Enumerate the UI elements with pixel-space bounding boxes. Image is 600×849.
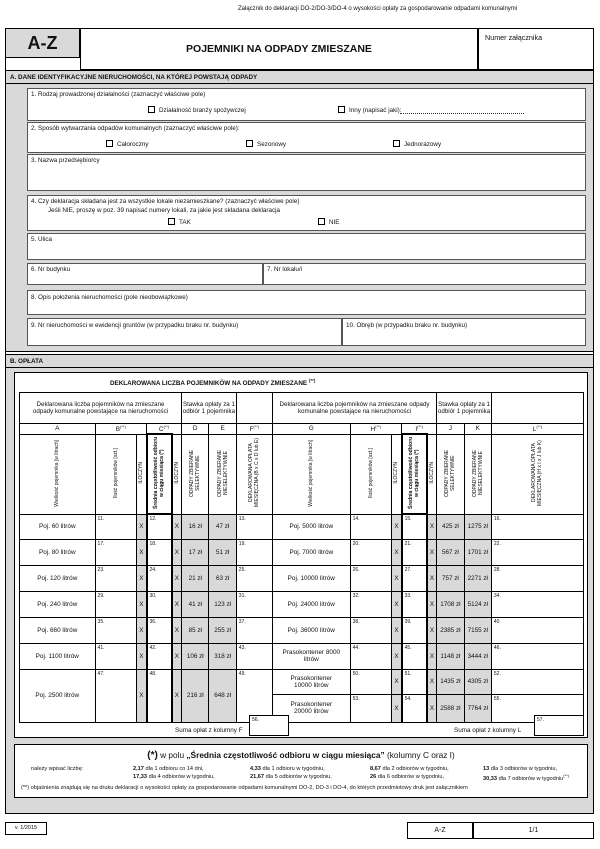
container-size-right: Poj. 10000 litrów: [272, 565, 350, 591]
rate-nonselective-right: 1701 zł: [464, 539, 491, 565]
col-letter-e: E: [209, 424, 236, 435]
multiply-sign: X: [427, 591, 437, 617]
frequency-field-right[interactable]: 33.: [402, 591, 427, 617]
vh-nonselective-left: ODPADY ZBIERANE NIESELEKTYWNIE: [216, 449, 229, 497]
attachment-number-field[interactable]: [478, 28, 594, 70]
count-field-right[interactable]: 26.: [350, 565, 392, 591]
field-business-type: [27, 88, 586, 121]
count-field-left[interactable]: 17.: [95, 539, 137, 565]
rate-nonselective-right: 1275 zł: [464, 514, 491, 539]
count-field-left[interactable]: 35.: [95, 617, 137, 643]
form-code: A-Z: [27, 33, 58, 53]
footnote-item: 21,67 dla 5 odbiorów w tygodniu,: [250, 774, 332, 780]
multiply-sign: X: [392, 669, 402, 694]
footnote-item: 13 dla 3 odbiorów w tygodniu,: [483, 766, 558, 772]
field-6-label: 6. Nr budynku: [31, 266, 71, 273]
monthly-fee-left[interactable]: 13.: [236, 514, 272, 539]
multiply-sign: X: [392, 514, 402, 539]
field-land-register-number[interactable]: [27, 318, 342, 346]
rate-selective-left: 21 zł: [182, 565, 209, 591]
vertical-headers-row: [20, 434, 584, 514]
multiply-sign: X: [137, 643, 147, 669]
option-no[interactable]: NIE: [318, 218, 340, 226]
checkbox-seasonal[interactable]: [246, 140, 253, 147]
vh-selective-right: ODPADY ZBIERANE SELEKTYWNIE: [444, 449, 457, 497]
multiply-sign: X: [172, 514, 182, 539]
field-precinct[interactable]: [342, 318, 586, 346]
multiply-sign: X: [392, 617, 402, 643]
multiply-sign: X: [172, 539, 182, 565]
frequency-field-right[interactable]: 21.: [402, 539, 427, 565]
rate-selective-right: 1148 zł: [437, 643, 464, 669]
field-premises-number[interactable]: [263, 263, 586, 285]
rate-selective-left: 16 zł: [182, 514, 209, 539]
rate-selective-right: 1435 zł: [437, 669, 464, 694]
monthly-fee-right[interactable]: 28.: [491, 565, 583, 591]
option-other-business[interactable]: Inny (napisać jaki):: [338, 106, 402, 114]
section-a-heading: A. DANE IDENTYFIKACYJNE NIERUCHOMOŚCI, NA KTÓREJ POWSTAJĄ ODPADY: [5, 70, 594, 84]
field-waste-generation: [27, 122, 586, 153]
option-yes[interactable]: TAK: [168, 218, 191, 226]
rate-nonselective-left: 51 zł: [209, 539, 236, 565]
frequency-field-right[interactable]: 39.: [402, 617, 427, 643]
rate-nonselective-right: 4305 zł: [464, 669, 491, 694]
container-size-left: Poj. 240 litrów: [20, 591, 96, 617]
multiply-sign: X: [172, 591, 182, 617]
field-9-label: 9. Nr nieruchomości w ewidencji gruntów (w przypadku braku nr. budynku): [31, 322, 239, 329]
col-letter-a: A: [20, 424, 96, 435]
table-row: [20, 539, 584, 565]
container-size-right: Poj. 24000 litrów: [272, 591, 350, 617]
count-field-left[interactable]: 47.: [95, 669, 137, 722]
rate-selective-right: 425 zł: [437, 514, 464, 539]
col-letter-l: L(**): [491, 424, 583, 435]
count-field-right[interactable]: 44.: [350, 643, 392, 669]
version-box: v. 1/2015: [5, 822, 47, 835]
multiply-sign: X: [137, 617, 147, 643]
frequency-field-left[interactable]: 12.: [147, 514, 172, 539]
field-4-note: Jeśli NIE, proszę w poz. 39 napisać numery lokali, za jakie jest składana deklaracja: [48, 207, 281, 214]
container-size-right: Prasokontener 20000 litrów: [272, 694, 350, 722]
multiply-sign: X: [427, 617, 437, 643]
multiply-sign: X: [427, 643, 437, 669]
multiply-sign: X: [427, 694, 437, 722]
option-seasonal[interactable]: Sezonowy: [246, 140, 286, 148]
container-size-right: Poj. 5000 litrów: [272, 514, 350, 539]
frequency-field-left[interactable]: 30.: [147, 591, 172, 617]
rate-selective-left: 17 zł: [182, 539, 209, 565]
multiply-sign: X: [137, 591, 147, 617]
table-row: [20, 669, 584, 694]
field-street[interactable]: [27, 233, 586, 260]
col-letter-i: I(**): [402, 424, 437, 435]
vh-iloczyn-right-2: ILOCZYN: [428, 462, 435, 484]
option-one-time[interactable]: Jednorazowy: [393, 140, 441, 148]
rate-nonselective-right: 7155 zł: [464, 617, 491, 643]
attachment-number-label: Numer załącznika: [485, 33, 543, 42]
rate-nonselective-left: 63 zł: [209, 565, 236, 591]
monthly-fee-left[interactable]: 49.: [236, 669, 272, 722]
footnote-note: (**) objaśnienia znajdują się na druku deklaracji o wysokości opłaty za gospodarowanie odpadami komunalnymi DO-2, DO-3 i DO-4, do których przedmiotowy druk jest załącznikiem: [21, 785, 468, 791]
field-building-number[interactable]: [27, 263, 263, 285]
checkbox-food[interactable]: [148, 106, 155, 113]
checkbox-yes[interactable]: [168, 218, 175, 225]
right-rate-header: Stawka opłaty za 1 odbiór 1 pojemnika: [437, 393, 492, 424]
col-letter-h: H(**): [350, 424, 401, 435]
monthly-fee-left[interactable]: 43.: [236, 643, 272, 669]
multiply-sign: X: [137, 539, 147, 565]
field-location-description[interactable]: [27, 290, 586, 315]
monthly-fee-right[interactable]: 46.: [491, 643, 583, 669]
count-field-right[interactable]: 32.: [350, 591, 392, 617]
col-letter-k: K: [464, 424, 491, 435]
multiply-sign: X: [137, 669, 147, 722]
rate-selective-left: 41 zł: [182, 591, 209, 617]
monthly-fee-left[interactable]: 37.: [236, 617, 272, 643]
container-size-left: Poj. 660 litrów: [20, 617, 96, 643]
sum-l-field[interactable]: 57.: [534, 715, 584, 736]
left-group-header: Deklarowana liczba pojemników na zmieszane odpady komunalne powstające na nieruchomości: [20, 393, 182, 424]
frequency-field-right[interactable]: 51.: [402, 669, 427, 694]
section-b-heading: B. OPŁATA: [5, 354, 594, 368]
multiply-sign: X: [172, 617, 182, 643]
multiply-sign: X: [392, 694, 402, 722]
vh-count-right: Ilość pojemników [szt.]: [367, 448, 374, 499]
vh-freq-left: Średnia częstotliwość odbioru w ciągu miesiąca (*): [153, 437, 166, 510]
frequency-field-right[interactable]: 27.: [402, 565, 427, 591]
multiply-sign: X: [172, 565, 182, 591]
table-title: DEKLAROWANA LICZBA POJEMNIKÓW NA ODPADY ZMIESZANE (**): [110, 378, 316, 388]
monthly-fee-left[interactable]: 19.: [236, 539, 272, 565]
field-5-label: 5. Ulica: [31, 236, 52, 243]
field-2-label: 2. Sposób wytwarzania odpadów komunalnych (zaznaczyć właściwe pole):: [31, 125, 240, 132]
rate-nonselective-left: 648 zł: [209, 669, 236, 722]
monthly-fee-right[interactable]: 40.: [491, 617, 583, 643]
count-field-right[interactable]: 38.: [350, 617, 392, 643]
field-4-label: 4. Czy deklaracja składana jest za wszystkie lokale niezamieszkane? (zaznaczyć właściwe pole): [31, 198, 300, 205]
checkbox-one-time[interactable]: [393, 140, 400, 147]
container-size-left: Poj. 2500 litrów: [20, 669, 96, 722]
frequency-field-right[interactable]: 45.: [402, 643, 427, 669]
rate-selective-right: 567 zł: [437, 539, 464, 565]
vh-iloczyn-left-1: ILOCZYN: [138, 462, 145, 484]
multiply-sign: X: [137, 514, 147, 539]
rate-selective-left: 216 zł: [182, 669, 209, 722]
vh-iloczyn-right-1: ILOCZYN: [393, 462, 400, 484]
monthly-fee-right[interactable]: 22.: [491, 539, 583, 565]
frequency-field-left[interactable]: 42.: [147, 643, 172, 669]
vh-monthly-right: DEKLAROWANA OPŁATA MIESIĘCZNA (H x I x J lub K): [531, 440, 544, 507]
monthly-fee-right[interactable]: 16.: [491, 514, 583, 539]
rate-nonselective-left: 318 zł: [209, 643, 236, 669]
count-field-right[interactable]: 14.: [350, 514, 392, 539]
footnote-intro: należy wpisać liczbę:: [31, 766, 84, 772]
sum-l-label: Suma opłat z kolumny L: [454, 727, 522, 734]
col-letter-j: J: [437, 424, 464, 435]
option-food-business[interactable]: Działalność branży spożywczej: [148, 106, 246, 114]
option-year-round[interactable]: Całoroczny: [106, 140, 149, 148]
count-field-right[interactable]: 20.: [350, 539, 392, 565]
footnote-box: [14, 744, 588, 798]
monthly-fee-left[interactable]: 31.: [236, 591, 272, 617]
rate-selective-right: 2588 zł: [437, 694, 464, 722]
field-all-premises: [27, 195, 586, 231]
multiply-sign: X: [137, 565, 147, 591]
rate-selective-left: 106 zł: [182, 643, 209, 669]
col-letter-c: C(**): [147, 424, 182, 435]
rate-nonselective-left: 47 zł: [209, 514, 236, 539]
count-field-right[interactable]: 50.: [350, 669, 392, 694]
rate-selective-left: 85 zł: [182, 617, 209, 643]
vh-count-left: Ilość pojemników [szt.]: [112, 448, 119, 499]
other-business-input[interactable]: [400, 113, 524, 114]
frequency-field-right[interactable]: 54.: [402, 694, 427, 722]
table-row: [20, 565, 584, 591]
monthly-fee-right[interactable]: 34.: [491, 591, 583, 617]
container-size-right: Poj. 36000 litrów: [272, 617, 350, 643]
vh-selective-left: ODPADY ZBIERANE SELEKTYWNIE: [189, 449, 202, 497]
count-field-right[interactable]: 53.: [350, 694, 392, 722]
footnote-item: 26 dla 6 odbiorów w tygodniu,: [370, 774, 445, 780]
field-8-label: 8. Opis położenia nieruchomości (pole nieobowiązkowe): [31, 294, 188, 301]
sum-f-field[interactable]: 56.: [249, 715, 289, 736]
col-letter-g: G: [272, 424, 350, 435]
frequency-field-left[interactable]: 24.: [147, 565, 172, 591]
frequency-field-left[interactable]: 48.: [147, 669, 172, 722]
title-box: [80, 28, 478, 70]
multiply-sign: X: [427, 669, 437, 694]
multiply-sign: X: [172, 643, 182, 669]
top-note: Załącznik do deklaracji DO-2/DO-3/DO-4 o wysokości opłaty za gospodarowanie odpadami komunalnymi: [238, 6, 518, 12]
frequency-field-left[interactable]: 36.: [147, 617, 172, 643]
field-1-label: 1. Rodzaj prowadzonej działalności (zaznaczyć właściwe pole): [31, 91, 206, 98]
rate-nonselective-left: 255 zł: [209, 617, 236, 643]
table-row: [20, 591, 584, 617]
vh-monthly-left: DEKLAROWANA OPŁATA MIESIĘCZNA (B x C x D lub E): [248, 438, 261, 508]
table-row: [20, 617, 584, 643]
containers-table: [19, 392, 584, 723]
container-size-right: Prasokontener 8000 litrów: [272, 643, 350, 669]
count-field-left[interactable]: 29.: [95, 591, 137, 617]
multiply-sign: X: [427, 565, 437, 591]
count-field-left[interactable]: 23.: [95, 565, 137, 591]
rate-selective-right: 1708 zł: [437, 591, 464, 617]
field-3-label: 3. Nazwa przedsiębiorcy: [31, 157, 100, 164]
form-title: POJEMNIKI NA ODPADY ZMIESZANE: [186, 43, 372, 55]
field-10-label: 10. Obręb (w przypadku braku nr. budynku): [346, 322, 468, 329]
container-size-left: Poj. 1100 litrów: [20, 643, 96, 669]
rate-selective-right: 2385 zł: [437, 617, 464, 643]
col-letter-b: B(**): [95, 424, 146, 435]
table-row: [20, 643, 584, 669]
checkbox-no[interactable]: [318, 218, 325, 225]
container-size-left: Poj. 120 litrów: [20, 565, 96, 591]
rate-nonselective-left: 123 zł: [209, 591, 236, 617]
code-box: [5, 28, 80, 58]
right-group-header: Deklarowana liczba pojemników na zmieszane odpady komunalne powstające na nieruchomości: [272, 393, 436, 424]
checkbox-year-round[interactable]: [106, 140, 113, 147]
count-field-left[interactable]: 11.: [95, 514, 137, 539]
footnote-item: 17,33 dla 4 odbiorów w tygodniu,: [133, 774, 215, 780]
table-row: [20, 514, 584, 539]
monthly-fee-right[interactable]: 55.: [491, 694, 583, 722]
vh-iloczyn-left-2: ILOCZYN: [173, 462, 180, 484]
container-size-right: Prasokontener 10000 litrów: [272, 669, 350, 694]
vh-size-left: Wielkość pojemnika [w litrach]: [54, 439, 61, 507]
multiply-sign: X: [427, 539, 437, 565]
rate-nonselective-right: 5124 zł: [464, 591, 491, 617]
col-letter-d: D: [182, 424, 209, 435]
count-field-left[interactable]: 41.: [95, 643, 137, 669]
rate-nonselective-right: 3444 zł: [464, 643, 491, 669]
footnote-item: 30,33 dla 7 odbiorów w tygodniu(**): [483, 773, 570, 782]
monthly-fee-right[interactable]: 52.: [491, 669, 583, 694]
field-company-name[interactable]: [27, 154, 586, 191]
column-letters-row: [20, 424, 584, 435]
container-size-left: Poj. 80 litrów: [20, 539, 96, 565]
vh-freq-right: Średnia częstotliwość odbioru w ciągu miesiąca (*): [408, 437, 421, 510]
footnote-item: 8,67 dla 2 odbiorów w tygodniu,: [370, 766, 449, 772]
footer-page: 1/1: [473, 822, 594, 839]
multiply-sign: X: [172, 669, 182, 722]
multiply-sign: X: [392, 565, 402, 591]
multiply-sign: X: [427, 514, 437, 539]
footer-code: A-Z: [407, 822, 473, 839]
footnote-main: (*) w polu „Średnia częstotliwość odbioru w ciągu miesiąca” (kolumny C oraz I): [147, 750, 455, 761]
rate-selective-right: 757 zł: [437, 565, 464, 591]
col-letter-f: F(**): [236, 424, 272, 435]
vh-nonselective-right: ODPADY ZBIERANE NIESELEKTYWNIE: [471, 449, 484, 497]
frequency-field-right[interactable]: 15.: [402, 514, 427, 539]
monthly-fee-left[interactable]: 25.: [236, 565, 272, 591]
container-size-right: Poj. 7000 litrów: [272, 539, 350, 565]
rate-nonselective-right: 2271 zł: [464, 565, 491, 591]
rate-nonselective-right: 7764 zł: [464, 694, 491, 722]
footnote-item: 4,33 dla 1 odbioru w tygodniu,: [250, 766, 325, 772]
footnote-item: 2,17 dla 1 odbioru co 14 dni,: [133, 766, 204, 772]
multiply-sign: X: [392, 591, 402, 617]
multiply-sign: X: [392, 643, 402, 669]
sum-f-label: Suma opłat z kolumny F: [175, 727, 243, 734]
container-size-left: Poj. 60 litrów: [20, 514, 96, 539]
frequency-field-left[interactable]: 18.: [147, 539, 172, 565]
checkbox-other[interactable]: [338, 106, 345, 113]
field-7-label: 7. Nr lokalu/i: [267, 266, 302, 273]
left-rate-header: Stawka opłaty za 1 odbiór 1 pojemnika: [182, 393, 237, 424]
multiply-sign: X: [392, 539, 402, 565]
vh-size-right: Wielkość pojemnika [w litrach]: [308, 439, 315, 507]
